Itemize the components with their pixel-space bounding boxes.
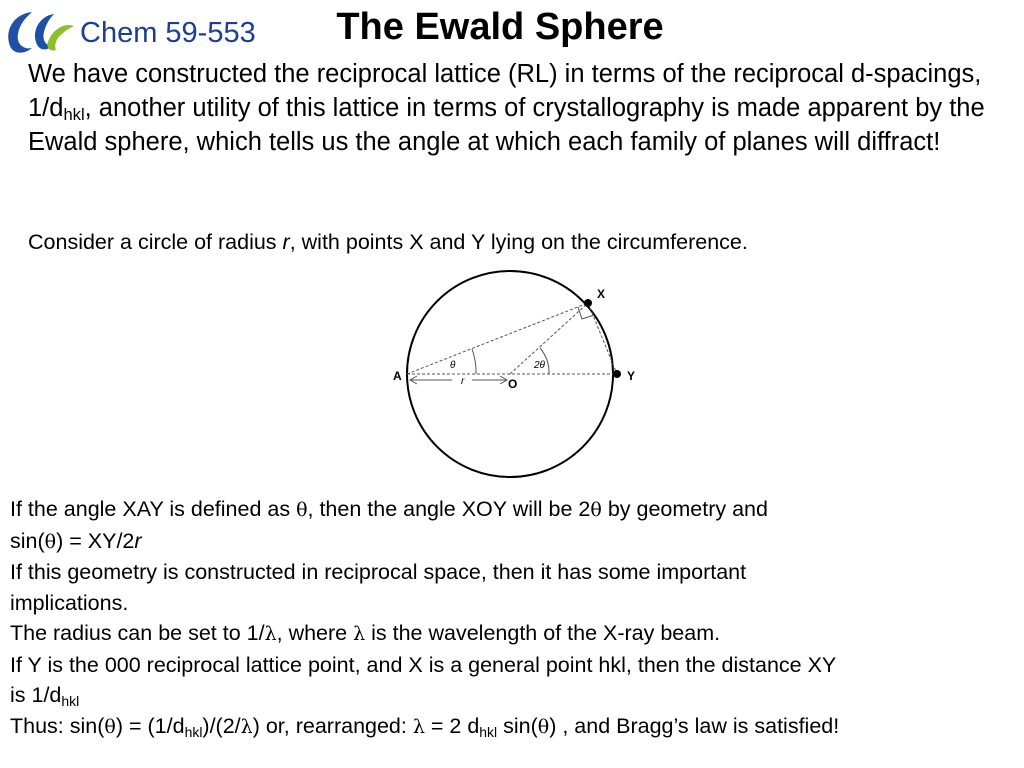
theta-symbol: θ (104, 715, 116, 738)
intro-paragraph (28, 57, 998, 159)
text-line-2 (10, 526, 1010, 558)
text-segment: ) = XY/2 (56, 528, 135, 553)
text-segment: sin( (497, 713, 538, 738)
intro-subscript: hkl (63, 105, 85, 124)
point-x (584, 299, 592, 307)
label-a: A (393, 369, 402, 383)
text-segment: , where (276, 621, 354, 645)
text-segment: sin( (10, 528, 45, 553)
line-ax (407, 303, 588, 374)
hkl-subscript: hkl (479, 723, 498, 740)
course-code: Chem 59-553 (80, 17, 256, 49)
text-segment: ) , and Bragg’s law is satisfied! (549, 713, 840, 738)
line-xy (588, 303, 617, 374)
hkl-subscript: hkl (61, 693, 80, 709)
consider-paragraph (28, 228, 988, 256)
label-two-theta: 2θ (534, 360, 545, 371)
text-segment: ) or, rearranged: (252, 713, 413, 738)
lambda-symbol: λ (353, 623, 366, 645)
hkl-subscript: hkl (184, 723, 203, 740)
text-segment: )/(2/ (202, 713, 241, 738)
label-o: O (508, 377, 518, 391)
explanation-text (10, 494, 1010, 742)
consider-text-1: Consider a circle of radius (28, 230, 283, 254)
page-title: The Ewald Sphere (336, 6, 664, 48)
text-segment: by geometry and (601, 497, 768, 521)
intro-text-1: We have constructed the reciprocal lattice (RL) in terms of the reciprocal d-spacings, 1/d (28, 60, 982, 122)
consider-r: r (282, 230, 290, 254)
theta-symbol: θ (537, 715, 550, 738)
lambda-symbol: λ (240, 715, 253, 738)
intro-text-2: , another utility of this lattice in terms of crystallography is made apparent by the Ewald sphere, which tells us the angle at which each family of planes will diffract! (28, 94, 985, 156)
point-y (613, 370, 621, 378)
label-y: Y (627, 369, 636, 383)
text-line-1 (10, 494, 1010, 526)
text-segment: If the angle XAY is defined as (10, 497, 297, 521)
text-line-7 (10, 680, 1010, 711)
text-segment: , then the angle XOY will be 2 (307, 497, 591, 521)
lambda-symbol: λ (412, 715, 425, 738)
label-r: r (461, 376, 465, 387)
text-line-8 (10, 711, 1010, 743)
theta-symbol: θ (44, 530, 57, 553)
text-segment: is 1/d (10, 683, 62, 707)
theta-symbol: θ (296, 499, 308, 521)
text-line-4: implications. (10, 590, 129, 615)
text-line-3: If this geometry is constructed in reciprocal space, then it has some important (10, 560, 747, 584)
theta-arc (472, 349, 476, 374)
lambda-symbol: λ (264, 623, 277, 645)
text-segment: = 2 d (424, 713, 480, 738)
text-segment: Thus: sin( (10, 713, 105, 738)
text-segment: The radius can be set to 1/ (10, 621, 265, 645)
label-x: X (597, 287, 606, 301)
label-theta: θ (450, 360, 456, 371)
ewald-circle-diagram (390, 262, 650, 484)
line-ox (510, 303, 588, 374)
text-segment: is the wavelength of the X-ray beam. (365, 621, 721, 645)
text-segment: ) = (1/d (115, 713, 185, 738)
text-line-6: If Y is the 000 reciprocal lattice point, and X is a general point hkl, then the distance XY (10, 652, 837, 677)
text-line-5 (10, 618, 1010, 650)
consider-text-2: , with points X and Y lying on the circumference. (289, 230, 748, 254)
theta-symbol: θ (590, 499, 602, 521)
r-symbol: r (134, 528, 142, 553)
